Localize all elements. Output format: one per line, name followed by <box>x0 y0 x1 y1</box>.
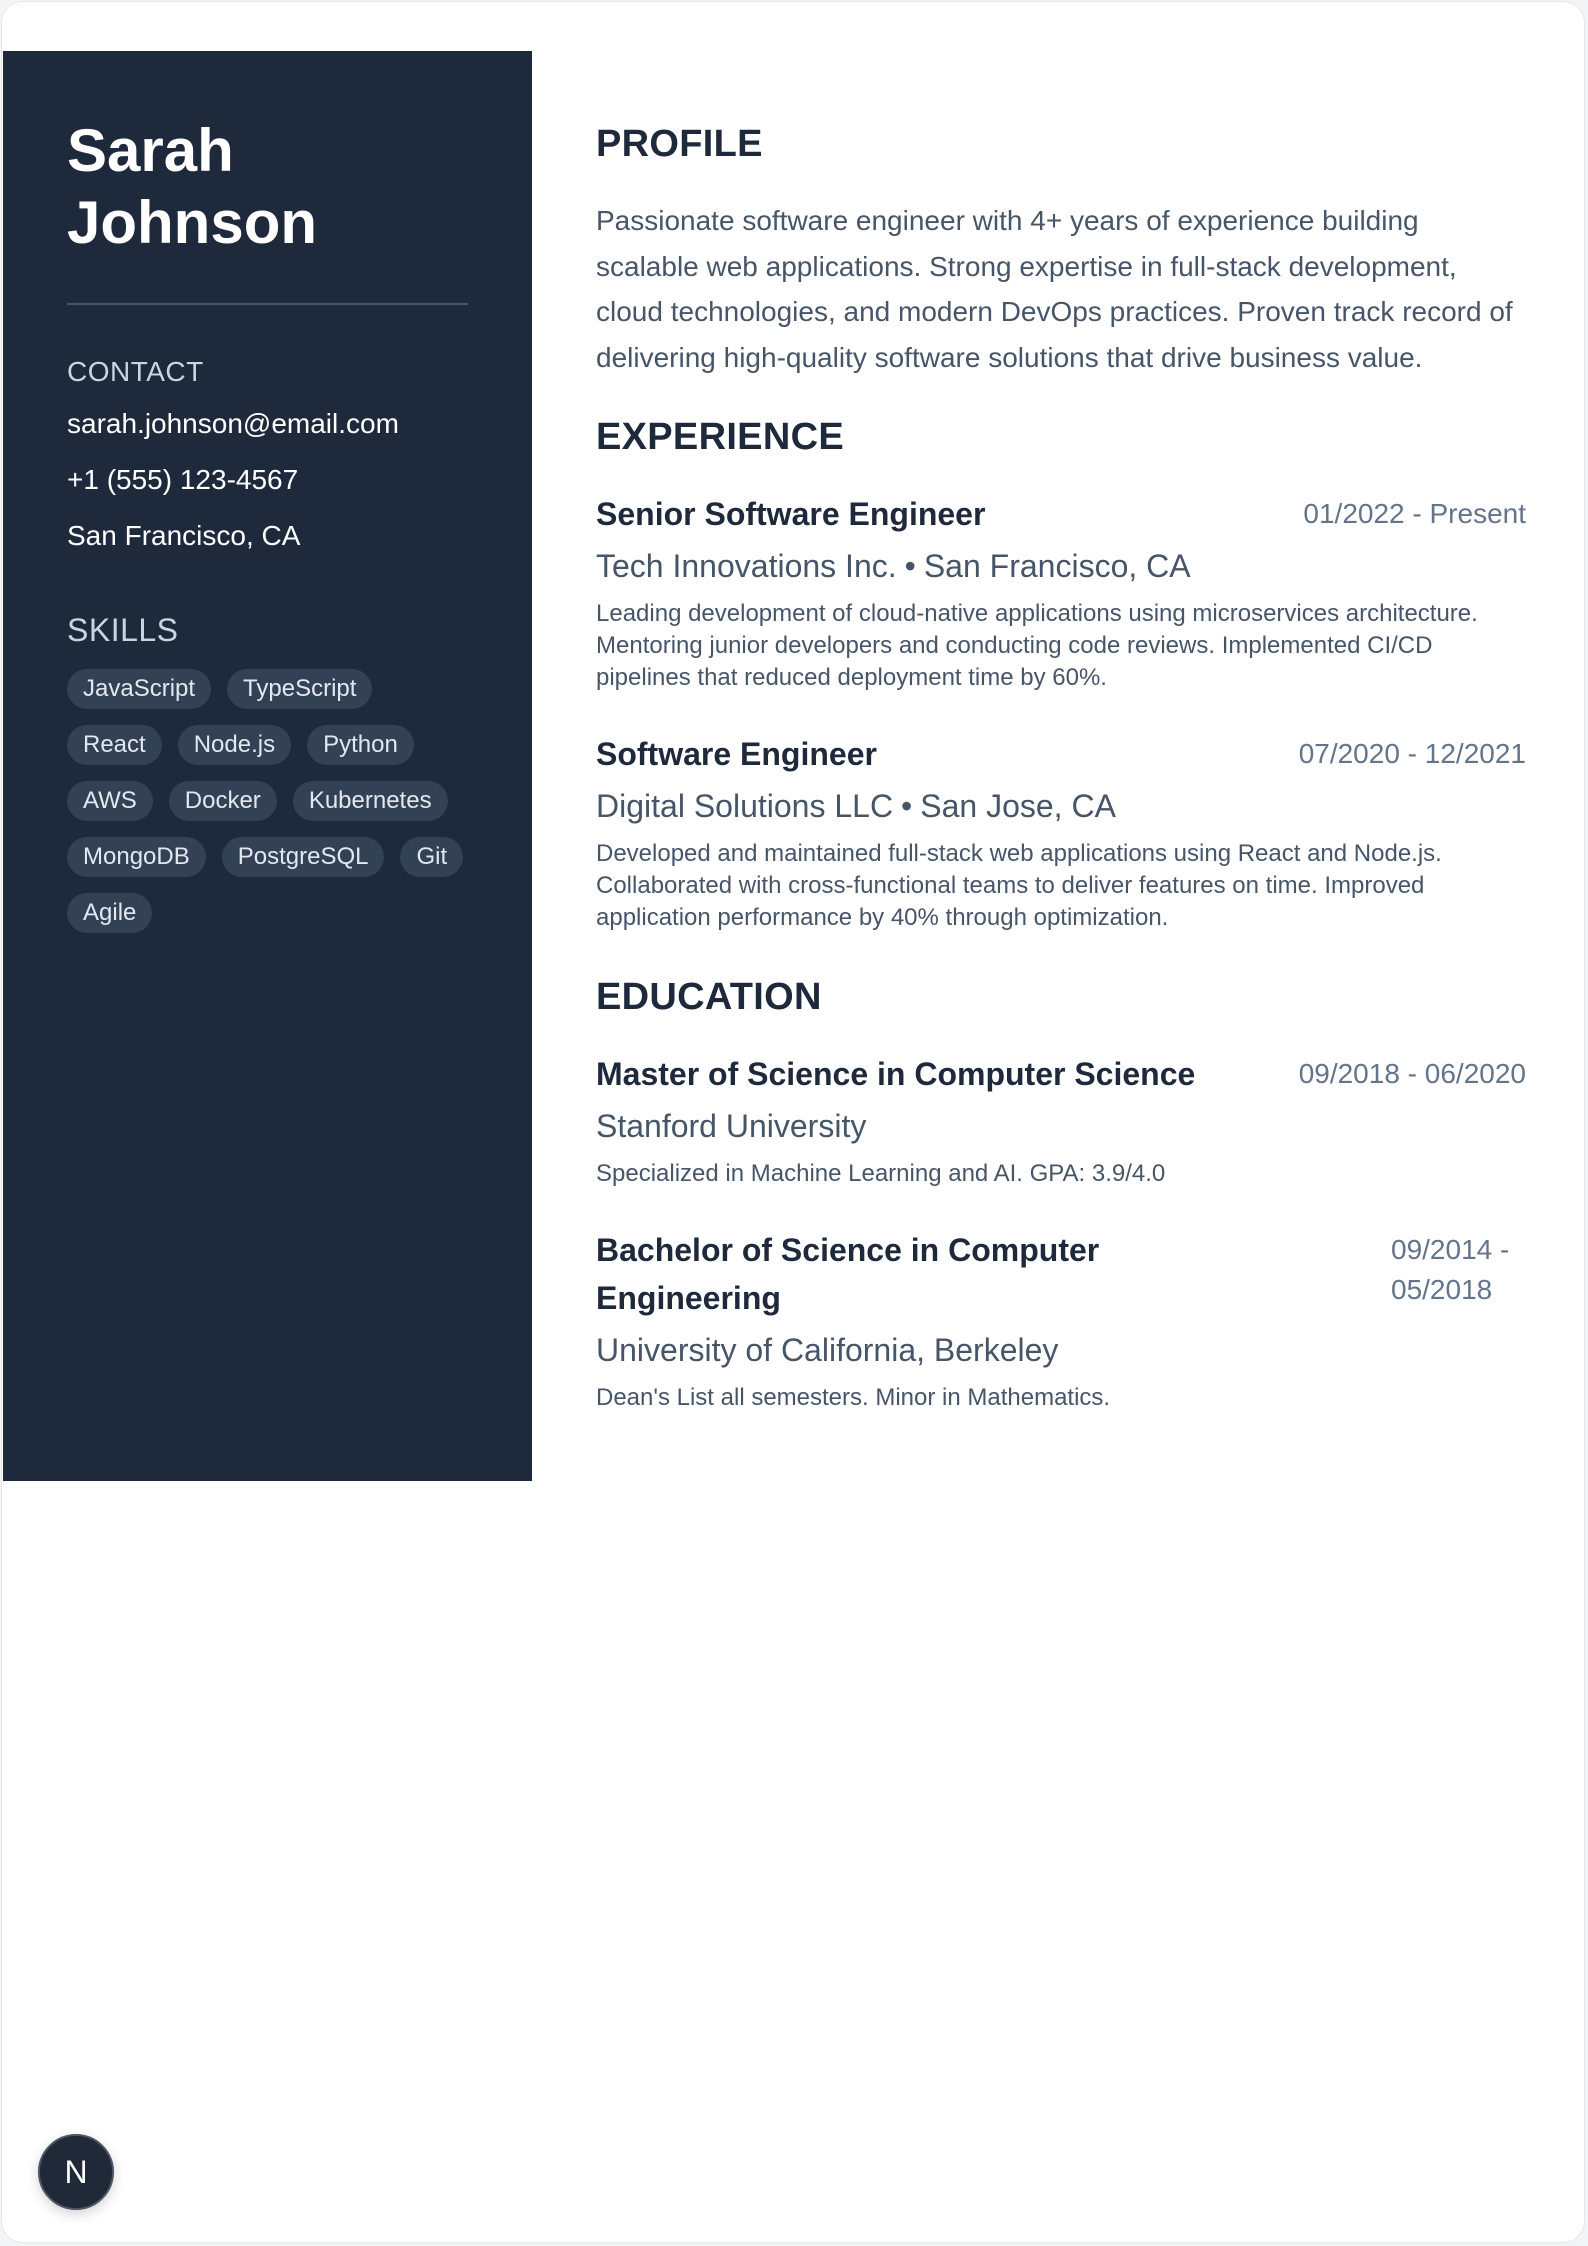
skill-tag: Kubernetes <box>293 781 448 821</box>
candidate-name <box>67 115 468 259</box>
job-company: Digital Solutions LLC <box>596 788 894 824</box>
profile-summary: Passionate software engineer with 4+ years of experience building scalable web applications. Strong expertise in full-stack development, cloud technologies, and modern DevOps practices. Proven track record of delivering high-quality software solutions that drive business value. <box>596 205 1513 373</box>
contact-heading: CONTACT <box>67 356 204 387</box>
degree-title: Master of Science in Computer Science <box>596 1056 1196 1092</box>
job-description: Leading development of cloud-native applications using microservices architecture. Mentoring junior developers and conducting code reviews. Implemented CI/CD pipelines that reduced deployment time by 60%. <box>596 600 1478 691</box>
contact-list <box>67 407 468 575</box>
skill-tag: React <box>67 725 162 765</box>
education-heading: EDUCATION <box>596 976 822 1018</box>
job-title: Senior Software Engineer <box>596 496 986 532</box>
skill-tag: Python <box>307 725 414 765</box>
job-dates: 01/2022 - Present <box>1303 498 1526 529</box>
resume-page <box>1 1 1585 2243</box>
resume-sidebar <box>3 51 532 1481</box>
skill-tag: TypeScript <box>227 669 372 709</box>
skill-tag: Node.js <box>178 725 291 765</box>
school-name: University of California, Berkeley <box>596 1332 1059 1368</box>
skill-tag: JavaScript <box>67 669 211 709</box>
skill-tag: Docker <box>169 781 277 821</box>
contact-email: sarah.johnson@email.com <box>67 408 399 439</box>
candidate-first-name: Sarah <box>67 117 234 184</box>
separator-dot: • <box>901 788 913 824</box>
school-name: Stanford University <box>596 1108 867 1144</box>
job-title: Software Engineer <box>596 736 877 772</box>
skill-tag: MongoDB <box>67 837 206 877</box>
skill-tag: AWS <box>67 781 153 821</box>
education-dates: 09/2018 - 06/2020 <box>1298 1058 1526 1089</box>
contact-location: San Francisco, CA <box>67 520 301 551</box>
separator-dot: • <box>904 548 916 584</box>
skill-tag: PostgreSQL <box>222 837 385 877</box>
profile-heading: PROFILE <box>596 123 763 165</box>
job-location: San Francisco, CA <box>923 548 1191 584</box>
contact-phone: +1 (555) 123-4567 <box>67 464 299 495</box>
job-location: San Jose, CA <box>920 788 1116 824</box>
experience-heading: EXPERIENCE <box>596 416 844 458</box>
education-dates: 09/2014 - 05/2018 <box>1391 1234 1510 1305</box>
skill-tag: Git <box>400 837 463 877</box>
skills-heading: SKILLS <box>67 612 179 648</box>
education-description: Specialized in Machine Learning and AI. GPA: 3.9/4.0 <box>596 1160 1166 1187</box>
badge-letter: N <box>64 2154 88 2190</box>
job-description: Developed and maintained full-stack web applications using React and Node.js. Collaborated with cross-functional teams to deliver features on time. Improved application performance by 40% through optimization. <box>596 840 1442 931</box>
sidebar-divider <box>67 303 468 305</box>
skill-tag-list <box>67 669 477 933</box>
job-company: Tech Innovations Inc. <box>596 548 897 584</box>
education-description: Dean's List all semesters. Minor in Mathematics. <box>596 1384 1111 1411</box>
job-company-line <box>596 546 1191 586</box>
degree-title: Bachelor of Science in Computer Engineering <box>596 1232 1100 1316</box>
job-dates: 07/2020 - 12/2021 <box>1298 738 1526 769</box>
skill-tag: Agile <box>67 893 152 933</box>
job-company-line <box>596 786 1116 826</box>
n-logo-icon <box>56 2152 96 2192</box>
n-logo-badge[interactable] <box>38 2134 114 2210</box>
candidate-last-name: Johnson <box>67 189 317 256</box>
